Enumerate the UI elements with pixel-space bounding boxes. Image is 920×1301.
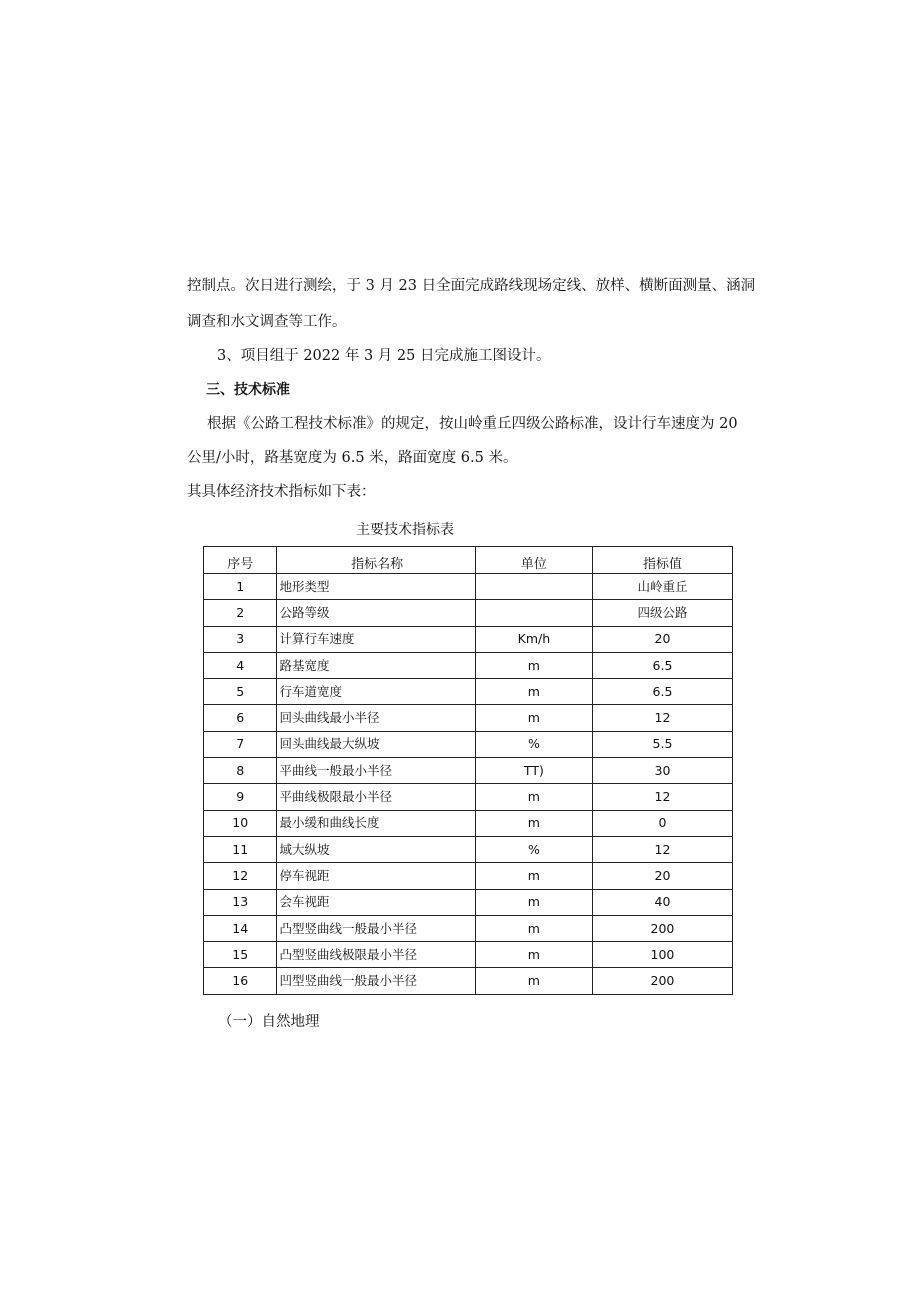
- cell-unit: m: [475, 968, 592, 994]
- cell-name: 会车视距: [277, 889, 475, 915]
- cell-unit: [475, 574, 592, 600]
- cell-no: 4: [204, 652, 277, 678]
- paragraph-survey-line2: 调查和水文调查等工作。: [187, 314, 347, 330]
- cell-value: 12: [592, 705, 732, 731]
- table-row: [204, 731, 733, 757]
- cell-name: 平曲线极限最小半径: [277, 784, 475, 810]
- cell-name: 公路等级: [277, 600, 475, 626]
- cell-name: 回头曲线最大纵坡: [277, 731, 475, 757]
- cell-no: 11: [204, 836, 277, 862]
- cell-value: 20: [592, 626, 732, 652]
- table-row: [204, 679, 733, 705]
- cell-value: 40: [592, 889, 732, 915]
- table-row: [204, 942, 733, 968]
- cell-name: 最小缓和曲线长度: [277, 810, 475, 836]
- section-heading-tech-standard: 三、技术标准: [206, 382, 290, 398]
- cell-no: 16: [204, 968, 277, 994]
- table-row: [204, 574, 733, 600]
- table-body: [204, 574, 733, 995]
- cell-name: 行车道宽度: [277, 679, 475, 705]
- cell-unit: %: [475, 731, 592, 757]
- cell-name: 域大纵坡: [277, 836, 475, 862]
- cell-no: 10: [204, 810, 277, 836]
- table-row: [204, 758, 733, 784]
- cell-unit: m: [475, 652, 592, 678]
- cell-no: 1: [204, 574, 277, 600]
- cell-unit: m: [475, 889, 592, 915]
- cell-value: 山岭重丘: [592, 574, 732, 600]
- cell-unit: m: [475, 863, 592, 889]
- cell-name: 凸型竖曲线极限最小半径: [277, 942, 475, 968]
- tech-spec-table: [203, 546, 733, 995]
- cell-unit: Km/h: [475, 626, 592, 652]
- cell-value: 20: [592, 863, 732, 889]
- cell-no: 6: [204, 705, 277, 731]
- header-no: 序号: [204, 547, 277, 574]
- cell-unit: TT): [475, 758, 592, 784]
- cell-value: 12: [592, 836, 732, 862]
- cell-unit: m: [475, 705, 592, 731]
- cell-name: 平曲线一般最小半径: [277, 758, 475, 784]
- cell-no: 7: [204, 731, 277, 757]
- paragraph-survey-line1: 控制点。次日进行测绘，于 3 月 23 日全面完成路线现场定线、放样、横断面测量、涵洞: [187, 278, 756, 294]
- table-row: [204, 836, 733, 862]
- table-row: [204, 889, 733, 915]
- cell-unit: m: [475, 679, 592, 705]
- table-row: [204, 915, 733, 941]
- table-row: [204, 810, 733, 836]
- table-header-row: [204, 547, 733, 574]
- cell-unit: [475, 600, 592, 626]
- table-row: [204, 705, 733, 731]
- cell-value: 100: [592, 942, 732, 968]
- table-row: [204, 863, 733, 889]
- table-row: [204, 626, 733, 652]
- header-unit: 单位: [475, 547, 592, 574]
- cell-unit: m: [475, 942, 592, 968]
- cell-value: 30: [592, 758, 732, 784]
- paragraph-standard-line2: 公里/小时，路基宽度为 6.5 米，路面宽度 6.5 米。: [187, 450, 518, 466]
- cell-name: 停车视距: [277, 863, 475, 889]
- header-value: 指标值: [592, 547, 732, 574]
- cell-no: 2: [204, 600, 277, 626]
- table-title: 主要技术指标表: [356, 522, 454, 538]
- cell-no: 12: [204, 863, 277, 889]
- table-row: [204, 968, 733, 994]
- cell-no: 14: [204, 915, 277, 941]
- cell-unit: m: [475, 810, 592, 836]
- cell-unit: m: [475, 915, 592, 941]
- cell-no: 15: [204, 942, 277, 968]
- subsection-heading-natural-geography: （一）自然地理: [218, 1014, 320, 1030]
- cell-value: 5.5: [592, 731, 732, 757]
- cell-unit: %: [475, 836, 592, 862]
- cell-value: 四级公路: [592, 600, 732, 626]
- paragraph-design-complete: 3、项目组于 2022 年 3 月 25 日完成施工图设计。: [217, 348, 551, 364]
- cell-name: 路基宽度: [277, 652, 475, 678]
- cell-name: 凸型竖曲线一般最小半径: [277, 915, 475, 941]
- cell-name: 回头曲线最小半径: [277, 705, 475, 731]
- cell-value: 6.5: [592, 679, 732, 705]
- cell-value: 200: [592, 915, 732, 941]
- table-row: [204, 600, 733, 626]
- header-name: 指标名称: [277, 547, 475, 574]
- cell-name: 计算行车速度: [277, 626, 475, 652]
- cell-no: 9: [204, 784, 277, 810]
- table-row: [204, 784, 733, 810]
- paragraph-table-intro: 其具体经济技术指标如下表：: [187, 484, 376, 500]
- cell-value: 200: [592, 968, 732, 994]
- cell-no: 13: [204, 889, 277, 915]
- cell-no: 3: [204, 626, 277, 652]
- cell-name: 凹型竖曲线一般最小半径: [277, 968, 475, 994]
- cell-unit: m: [475, 784, 592, 810]
- cell-value: 6.5: [592, 652, 732, 678]
- cell-value: 12: [592, 784, 732, 810]
- cell-no: 8: [204, 758, 277, 784]
- cell-no: 5: [204, 679, 277, 705]
- table-row: [204, 652, 733, 678]
- cell-value: 0: [592, 810, 732, 836]
- paragraph-standard-line1: 根据《公路工程技术标准》的规定，按山岭重丘四级公路标准，设计行车速度为 20: [207, 416, 738, 432]
- cell-name: 地形类型: [277, 574, 475, 600]
